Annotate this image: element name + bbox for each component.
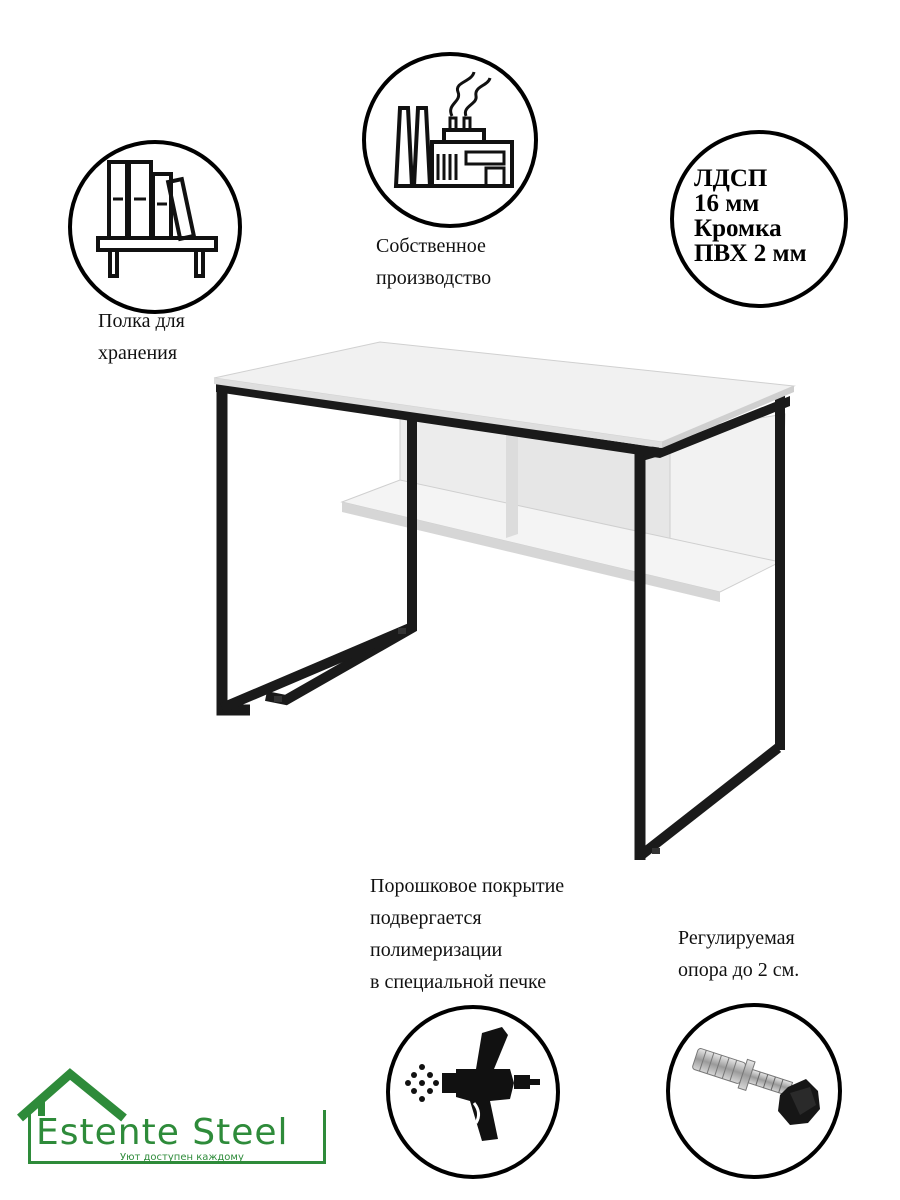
shelf-caption-line: хранения — [98, 342, 178, 364]
shelf-feature-circle — [68, 140, 242, 314]
logo-tagline: Уют доступен каждому — [120, 1152, 244, 1163]
coating-caption — [370, 870, 564, 998]
shelf-caption — [98, 305, 185, 369]
production-caption — [376, 230, 491, 294]
support-caption — [678, 922, 799, 986]
support-caption-line: Регулируемая — [678, 927, 795, 949]
factory-icon — [366, 56, 534, 224]
logo-brand: Estente Steel — [36, 1112, 289, 1153]
material-spec-line: Кромка — [694, 215, 782, 242]
adjustable-foot-icon — [670, 1007, 838, 1175]
production-caption-line: производство — [376, 267, 492, 289]
material-spec-line: ПВХ 2 мм — [694, 240, 807, 267]
coating-caption-line: полимеризации — [370, 939, 503, 961]
material-spec-line: ЛДСП — [694, 165, 768, 192]
coating-feature-circle — [386, 1005, 560, 1179]
material-spec-line: 16 мм — [694, 190, 760, 217]
production-feature-circle — [362, 52, 538, 228]
material-spec-text — [694, 166, 807, 266]
support-caption-line: опора до 2 см. — [678, 959, 800, 981]
desk-image — [200, 330, 820, 880]
coating-caption-line: Порошковое покрытие — [370, 875, 565, 897]
support-feature-circle — [666, 1003, 842, 1179]
spray-gun-icon — [390, 1009, 556, 1175]
coating-caption-line: подвергается — [370, 907, 482, 929]
production-caption-line: Собственное — [376, 235, 486, 257]
coating-caption-line: в специальной печке — [370, 971, 547, 993]
shelf-caption-line: Полка для — [98, 310, 185, 332]
bookshelf-icon — [72, 144, 238, 310]
